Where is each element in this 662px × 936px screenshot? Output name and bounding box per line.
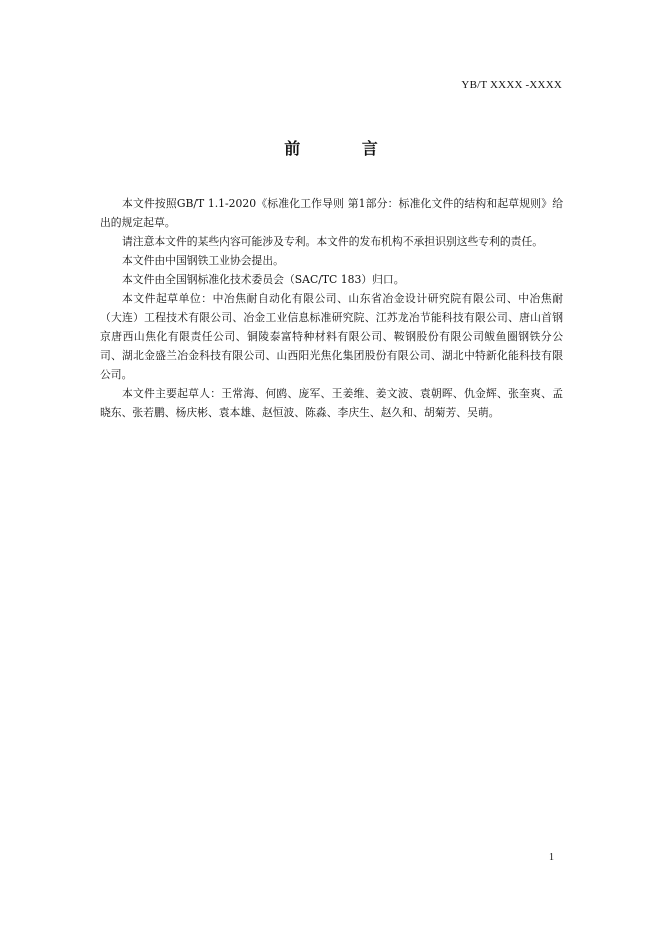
paragraph-drafting-rules: 本文件按照GB/T 1.1-2020《标准化工作导则 第1部分：标准化文件的结构和起草规则》给出的规定起草。: [100, 197, 563, 229]
foreword-body: [100, 194, 563, 422]
page-title: 前 言: [284, 139, 406, 158]
paragraph-patent-notice: 请注意本文件的某些内容可能涉及专利。本文件的发布机构不承担识别这些专利的责任。: [122, 235, 544, 248]
paragraph-drafting-units: 本文件起草单位：中冶焦耐自动化有限公司、山东省冶金设计研究院有限公司、中冶焦耐（大连）工程技术有限公司、冶金工业信息标准研究院、江苏龙冶节能科技有限公司、唐山首钢京唐西山焦化有限责任公司、铜陵泰富特种材料有限公司、鞍钢股份有限公司鲅鱼圈钢铁分公司、湖北金盛兰冶金科技有限公司、山西阳光焦化集团股份有限公司、湖北中特新化能科技有限公司。: [100, 292, 563, 381]
page-number: 1: [549, 852, 554, 863]
document-code: YB/T XXXX -XXXX: [461, 79, 562, 91]
paragraph-proposer: 本文件由中国钢铁工业协会提出。: [122, 254, 284, 267]
paragraph-drafters: 本文件主要起草人：王常海、何鸥、庞军、王姜维、姜文波、袁朝晖、仇金辉、张奎爽、孟晓东、张若鹏、杨庆彬、袁本雄、赵恒波、陈淼、李庆生、赵久和、胡菊芳、吴萌。: [100, 387, 563, 419]
paragraph-committee: 本文件由全国钢标准化技术委员会（SAC/TC 183）归口。: [122, 273, 405, 286]
